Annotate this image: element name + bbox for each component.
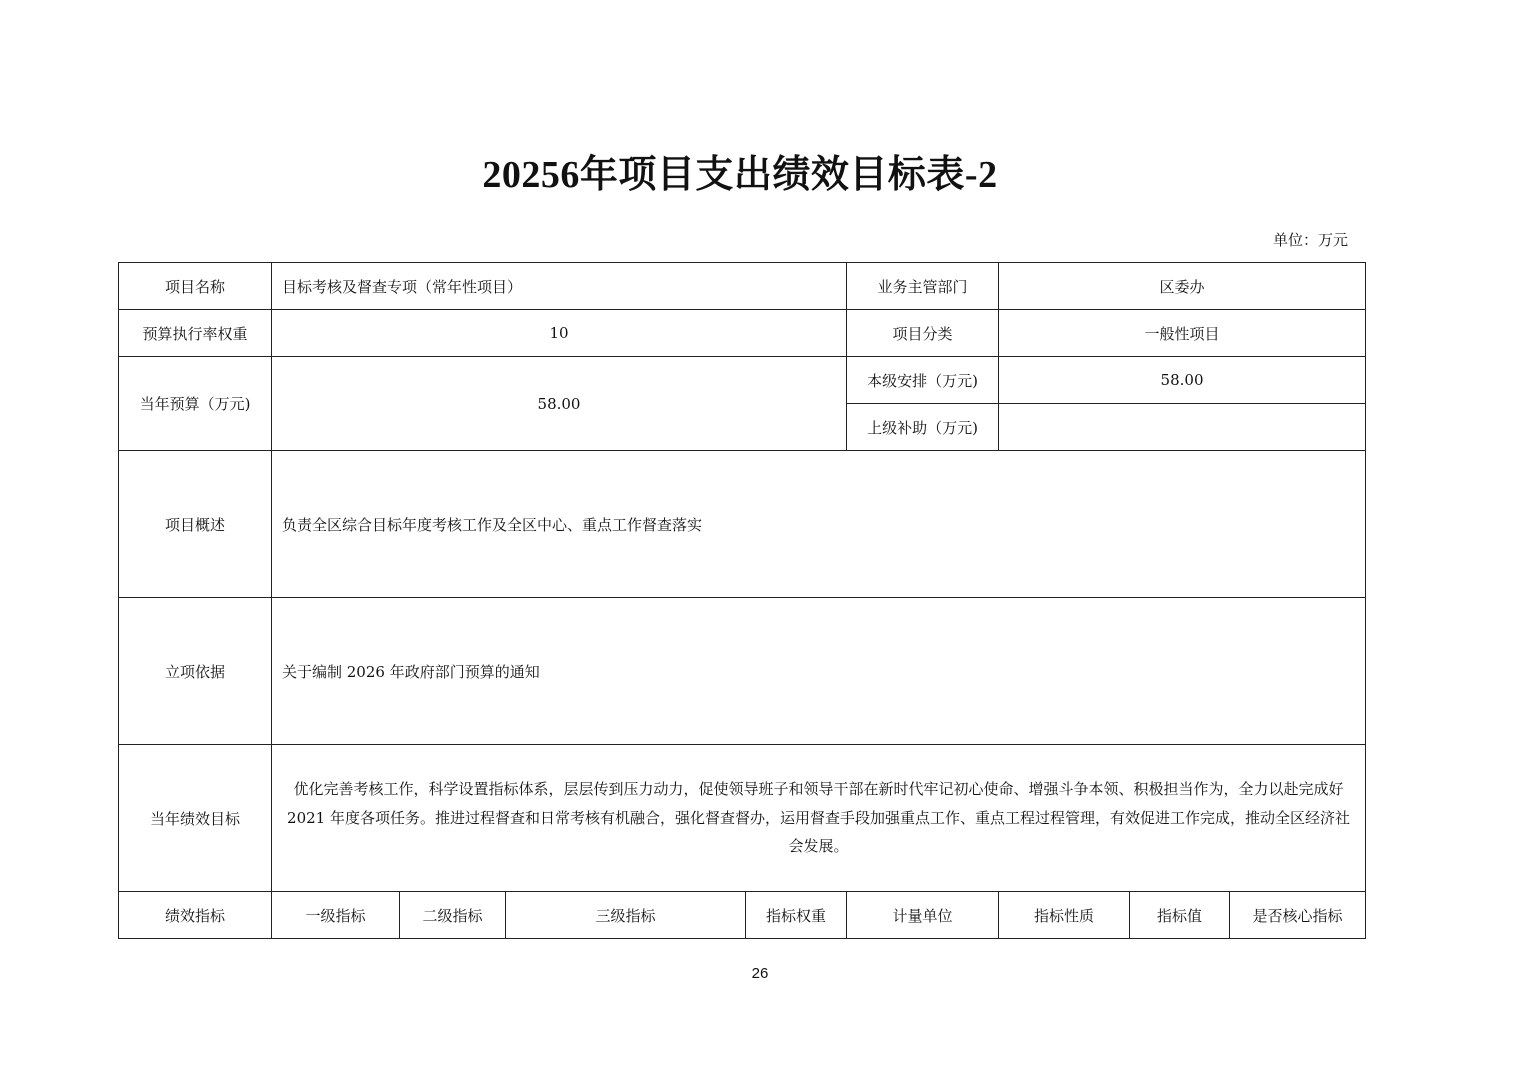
page-title: 20256年项目支出绩效目标表-2 (482, 154, 998, 196)
indicator-col-level1: 一级指标 (272, 892, 400, 939)
unit-label: 单位：万元 (1273, 231, 1349, 249)
local-label: 本级安排（万元) (847, 357, 999, 404)
indicator-col-core: 是否核心指标 (1230, 892, 1366, 939)
table-row (119, 263, 1366, 310)
table-row (119, 451, 1366, 598)
table-row (119, 745, 1366, 892)
basis-label: 立项依据 (119, 598, 272, 745)
project-name-value: 目标考核及督查专项（常年性项目） (272, 263, 847, 310)
indicator-col-level2: 二级指标 (400, 892, 506, 939)
category-value: 一般性项目 (999, 310, 1366, 357)
indicator-col-nature: 指标性质 (999, 892, 1130, 939)
overview-value: 负责全区综合目标年度考核工作及全区中心、重点工作督查落实 (272, 451, 1366, 598)
indicators-label: 绩效指标 (119, 892, 272, 939)
budget-value: 58.00 (272, 357, 847, 451)
table-row (119, 310, 1366, 357)
subsidy-value (999, 404, 1366, 451)
indicator-col-weight: 指标权重 (746, 892, 847, 939)
table-row (119, 357, 1366, 404)
table-row (119, 598, 1366, 745)
goal-value: 优化完善考核工作，科学设置指标体系，层层传到压力动力，促使领导班子和领导干部在新时代牢记初心使命、增强斗争本领、积极担当作为，全力以赴完成好 2021 年度各项任务。推进过程督查和日常考核有机融合，强化督查督办，运用督查手段加强重点工作、重点工程过程管理，有效促进工作完成，推动全区经济社会发展。 (272, 745, 1366, 892)
dept-label: 业务主管部门 (847, 263, 999, 310)
exec-weight-value: 10 (272, 310, 847, 357)
budget-label: 当年预算（万元) (119, 357, 272, 451)
indicator-col-value: 指标值 (1130, 892, 1230, 939)
local-value: 58.00 (999, 357, 1366, 404)
goal-label: 当年绩效目标 (119, 745, 272, 892)
page-number: 26 (751, 965, 769, 982)
category-label: 项目分类 (847, 310, 999, 357)
indicator-col-level3: 三级指标 (506, 892, 746, 939)
indicator-col-unit: 计量单位 (847, 892, 999, 939)
performance-table (118, 262, 1366, 939)
overview-label: 项目概述 (119, 451, 272, 598)
exec-weight-label: 预算执行率权重 (119, 310, 272, 357)
project-name-label: 项目名称 (119, 263, 272, 310)
subsidy-label: 上级补助（万元) (847, 404, 999, 451)
dept-value: 区委办 (999, 263, 1366, 310)
basis-value: 关于编制 2026 年政府部门预算的通知 (272, 598, 1366, 745)
indicators-header-row (119, 892, 1366, 939)
